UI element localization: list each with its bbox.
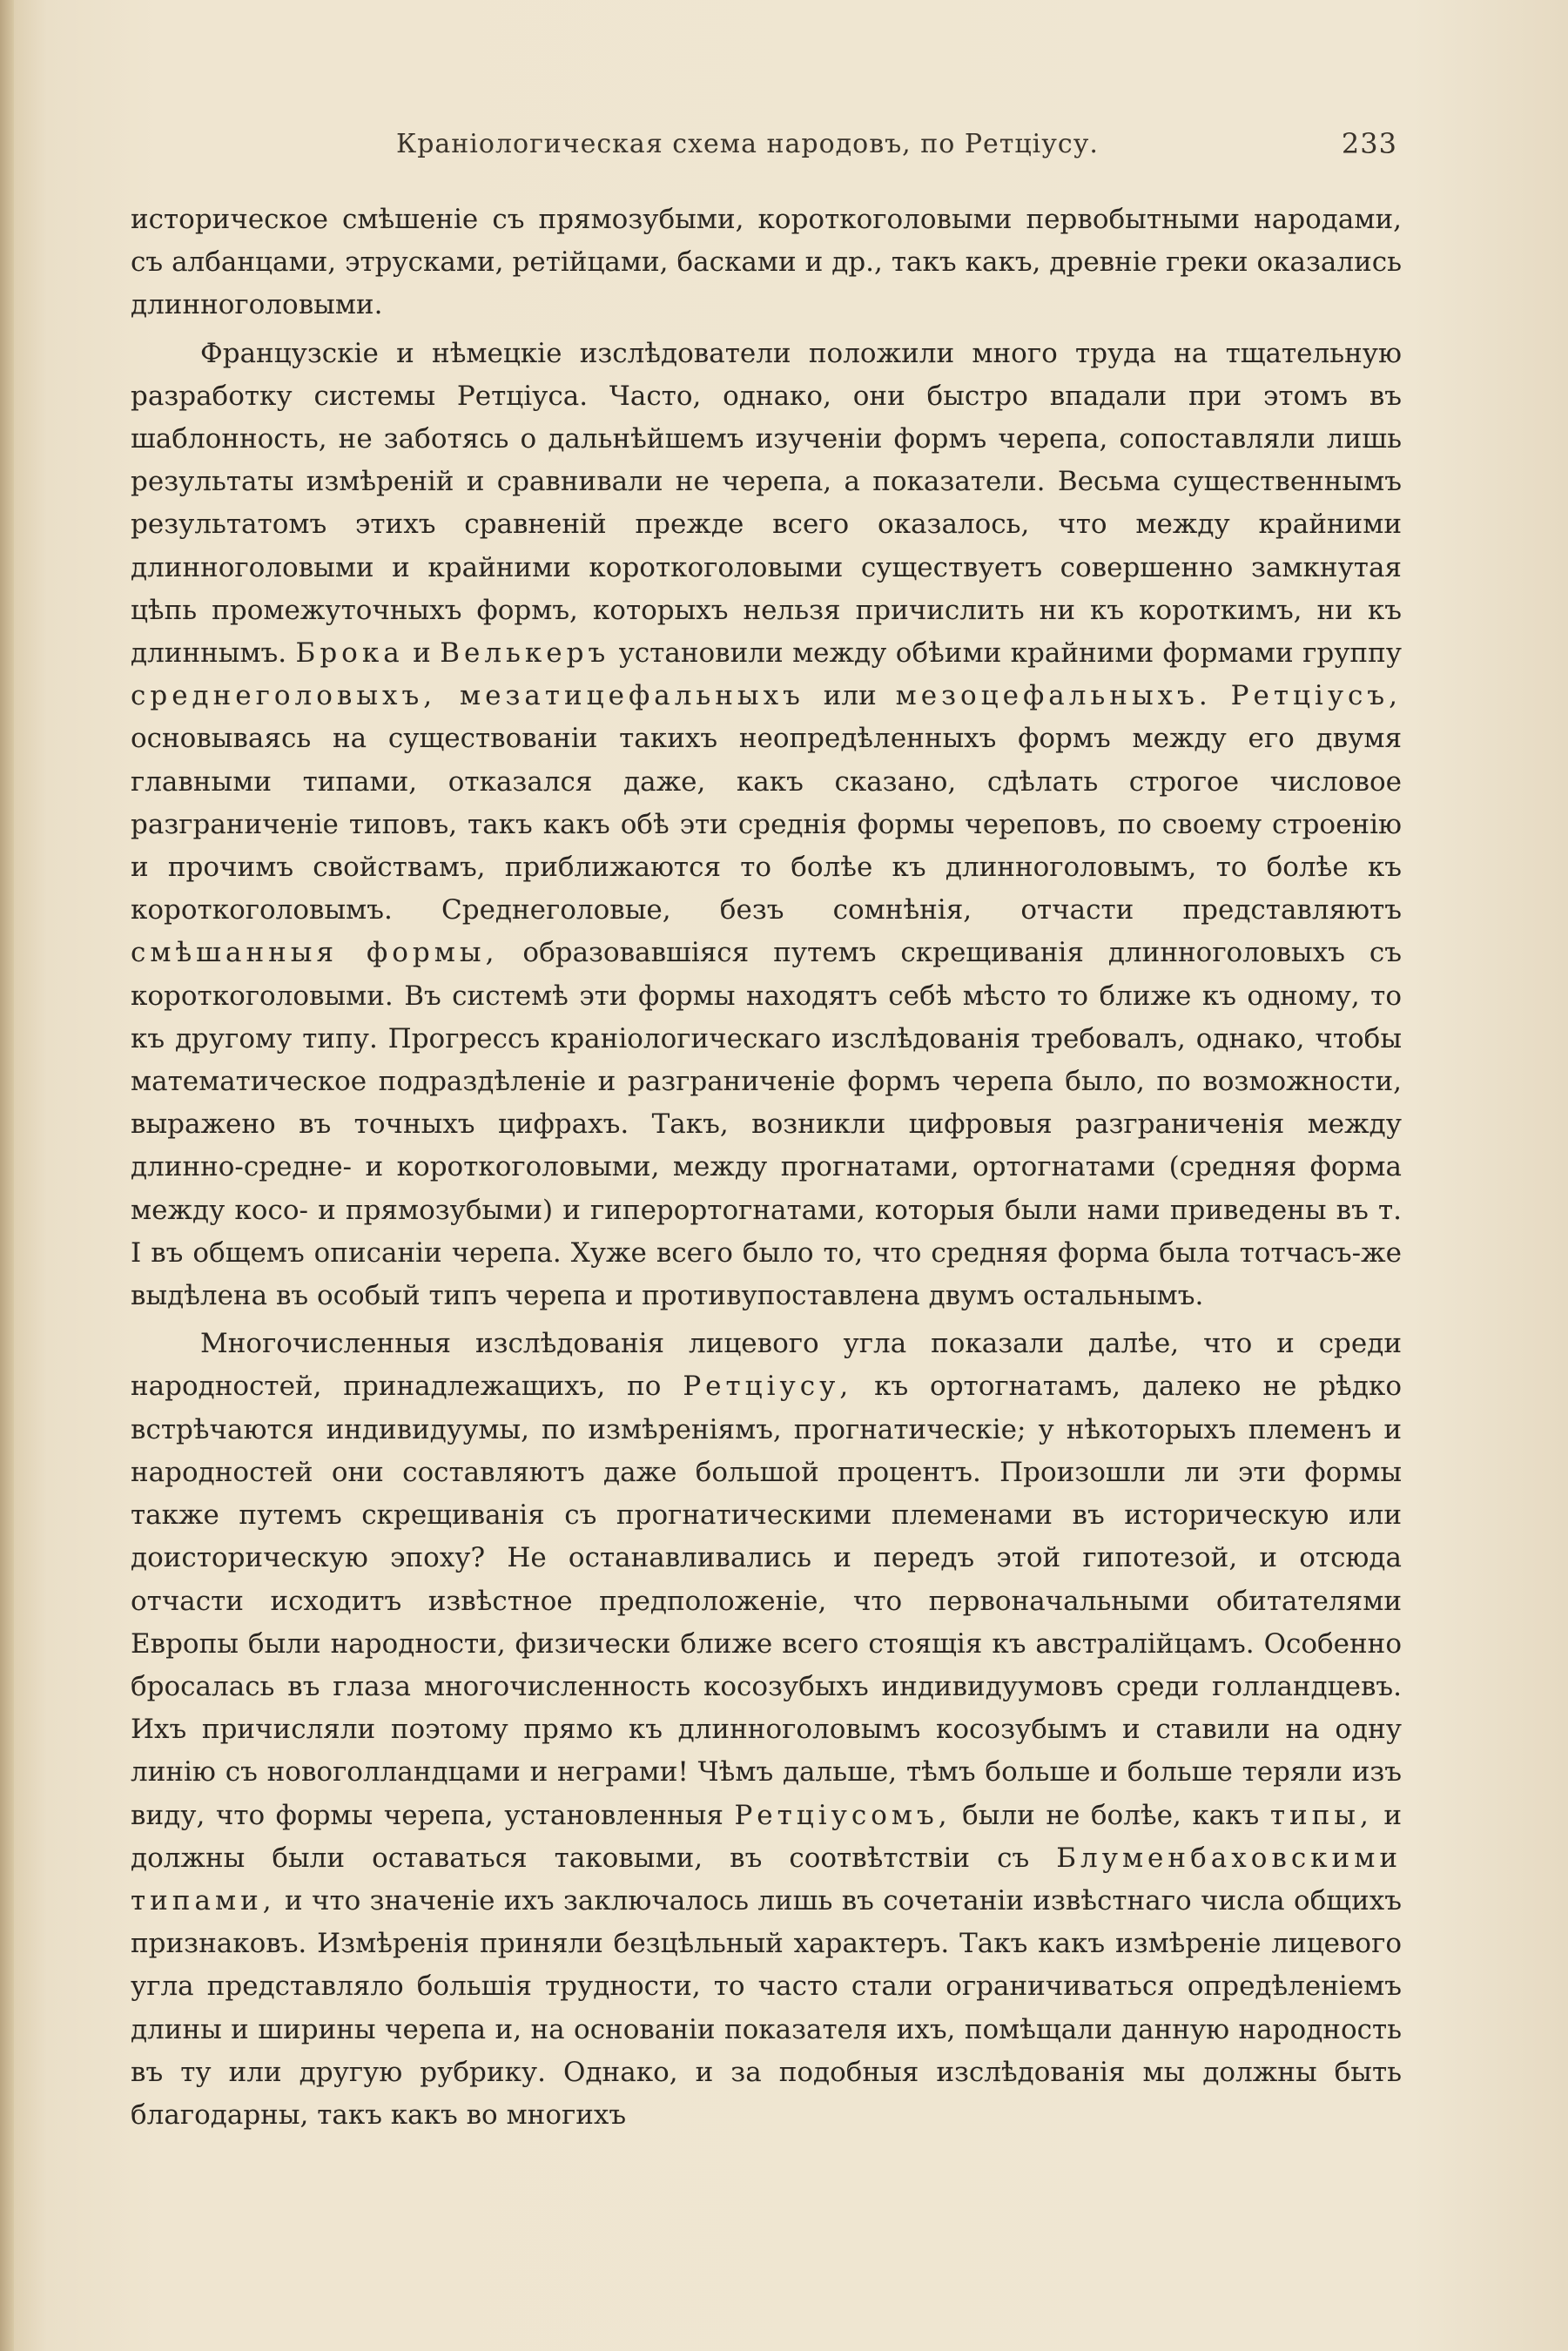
paragraph-2 [131,333,1402,1318]
spaced-term: типы, [1269,1799,1373,1831]
running-head: Краніологическая схема народовъ, по Ретціусу. [396,129,1099,159]
paragraph-3 [131,1323,1402,2137]
spaced-term: Блуменбаховскими типами, [131,1842,1402,1917]
page-number: 233 [1341,127,1397,160]
paragraph-text [1212,680,1231,711]
spaced-term: мезоцефальныхъ. [895,680,1212,712]
spaced-term: смѣшанныя формы, [131,937,499,969]
paragraph-text: основываясь на существованіи такихъ неопредѣленныхъ формъ между его двумя главными типами, отказался даже, какъ сказано, сдѣлать строгое числовое разграниченіе типовъ, такъ какъ обѣ эти среднія формы череповъ, по своему строенію и прочимъ свойствамъ, приближаются то болѣе къ длинноголовымъ, то болѣе къ короткоголовымъ. Среднеголовые, безъ сомнѣнія, отчасти представляютъ [131,723,1402,926]
spaced-name: Велькеръ [440,637,610,670]
paragraph-text: или [804,680,896,712]
spaced-term: среднеголовыхъ, мезатицефальныхъ [131,680,804,712]
paragraph-text: и что значеніе ихъ заключалось лишь въ сочетаніи извѣстнаго числа общихъ признаковъ. Измѣренія приняли безцѣльный характеръ. Такъ какъ измѣреніе лицевого угла представляло большія трудности, то часто стали ограничиваться опредѣленіемъ длины и ширины черепа и, на основаніи показателя ихъ, помѣщали данную народность въ ту или другую рубрику. Однако, и за подобныя изслѣдованія мы должны быть благодарны, такъ какъ во многихъ [131,1884,1402,2131]
paragraph-text: къ ортогнатамъ, далеко не рѣдко встрѣчаются индивидуумы, по измѣреніямъ, прогнатическіе; у нѣкоторыхъ племенъ и народностей они составляютъ даже большой процентъ. Произошли ли эти формы также путемъ скрещиванія съ прогнатическими племенами въ историческую или доисторическую эпоху? Не останавливались и передъ этой гипотезой, и отсюда отчасти исходитъ извѣстное предположеніе, что первоначальными обитателями Европы были народности, физически ближе всего стоящія къ австралійцамъ. Особенно бросалась въ глаза многочисленность косозубыхъ индивидуумовъ среди голландцевъ. Ихъ причисляли поэтому прямо къ длинноголовымъ косозубымъ и ставили на одну линію съ новоголландцами и неграми! Чѣмъ дальше, тѣмъ больше и больше теряли изъ виду, что формы черепа, установленныя [131,1371,1402,1831]
page-gutter [0,0,14,2351]
spaced-name: Ретціусомъ, [734,1799,952,1831]
page-header [396,122,1397,165]
spaced-name: Ретціусу, [683,1371,853,1403]
spaced-name: Ретціусъ, [1230,680,1402,712]
paragraph-text: историческое смѣшеніе съ прямозубыми, короткоголовыми первобытными народами, съ албанцами, этрусками, ретійцами, басками и др., такъ какъ, древніе греки оказались длинноголовыми. [131,204,1402,321]
body-text [131,199,1402,2137]
spaced-name: Брока [295,637,404,670]
paragraph-text: образовавшіяся путемъ скрещиванія длинноголовыхъ съ короткоголовыми. Въ системѣ эти формы находятъ себѣ мѣсто то ближе къ одному, то къ другому типу. Прогрессъ краніологическаго изслѣдованія требовалъ, однако, чтобы математическое подраздѣленіе и разграниченіе формъ черепа было, по возможности, выражено въ точныхъ цифрахъ. Такъ, возникли цифровыя разграниченія между длинно-средне- и короткоголовыми, между прогнатами, ортогнатами (средняя форма между косо- и прямозубыми) и гиперортогнатами, которыя были нами приведены въ т. I въ общемъ описаніи черепа. Хуже всего было то, что средняя форма была тотчасъ-же выдѣлена въ особый типъ черепа и противупоставлена двумъ остальнымъ. [131,937,1402,1312]
paragraph-text: и должны были оставаться таковыми, въ соотвѣтствіи съ [131,1799,1403,1874]
paragraph-text: установили между обѣими крайними формами группу [609,637,1402,670]
paragraph-1 [131,199,1402,327]
paragraph-text: Французскіе и нѣмецкіе изслѣдователи положили много труда на тщательную разработку системы Ретціуса. Часто, однако, они быстро впадали при этомъ въ шаблонность, не заботясь о дальнѣйшемъ изученіи формъ черепа, сопоставляли лишь результаты измѣреній и сравнивали не черепа, а показатели. Весьма существеннымъ результатомъ этихъ сравненій прежде всего оказалось, что между крайними длинноголовыми и крайними короткоголовыми существуетъ совершенно замкнутая цѣпь промежуточныхъ формъ, которыхъ нельзя причислить ни къ короткимъ, ни къ длиннымъ. [131,337,1402,670]
paragraph-text: и [403,637,441,670]
paragraph-text: Многочисленныя изслѣдованія лицевого угла показали далѣе, что и среди народностей, принадлежащихъ, по [131,1328,1402,1403]
paragraph-text: были не болѣе, какъ [951,1799,1270,1831]
